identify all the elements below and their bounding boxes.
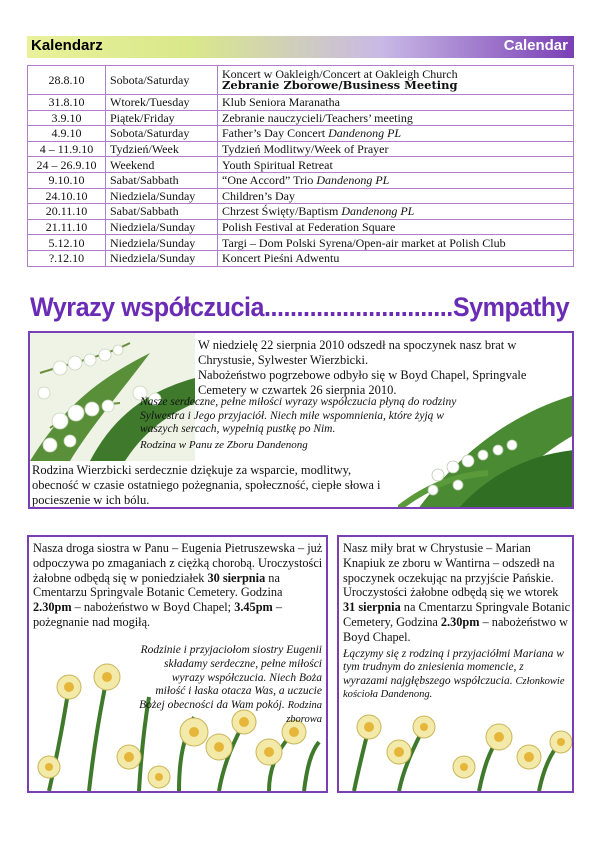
calendar-event: [218, 110, 574, 126]
calendar-event: [218, 204, 574, 220]
sympathy-left-announcement: [33, 541, 323, 630]
calendar-event-title: Father’s Day Concert: [222, 126, 326, 141]
calendar-event: [218, 250, 574, 266]
calendar-day: Niedziela/Sunday: [106, 219, 218, 235]
calendar-row: [28, 141, 574, 157]
sympathy-title: Wyrazy współczucia.............................Sympathy: [30, 292, 570, 322]
calendar-row: [28, 250, 574, 266]
sympathy-main-text-2: Nabożeństwo pogrzebowe odbyło się w Boyd Chapel, Springvale Cemetery w czwartek 26 sierpnia 2010.: [198, 368, 527, 397]
sympathy-main-text-1: W niedzielę 22 sierpnia 2010 odszedł na spoczynek nasz brat w Chrystusie, Sylwester Wierzbicki.: [198, 338, 517, 367]
calendar-event: [218, 141, 574, 157]
calendar-date: 28.8.10: [28, 66, 106, 95]
calendar-day: Wtorek/Tuesday: [106, 95, 218, 111]
calendar-date: 5.12.10: [28, 235, 106, 251]
calendar-date: 9.10.10: [28, 172, 106, 188]
left-time-1: 2.30pm: [33, 600, 72, 615]
calendar-day: Sabat/Sabbath: [106, 172, 218, 188]
calendar-row: [28, 95, 574, 111]
calendar-date: 20.11.10: [28, 204, 106, 220]
calendar-table: [27, 65, 574, 267]
calendar-day: Sobota/Saturday: [106, 126, 218, 142]
calendar-event-location: Dandenong PL: [328, 126, 402, 141]
calendar-day: Niedziela/Sunday: [106, 250, 218, 266]
calendar-date: 21.11.10: [28, 219, 106, 235]
sympathy-main-condolence: Nasze serdeczne, pełne miłości wyrazy współczucia płyną do rodziny Sylwestra i Jego przyjaciół. Niech miłe wspomnienia, które żyją w waszych sercach, wypełnią pustkę po Nim.: [140, 396, 457, 435]
sympathy-main-announcement: [198, 338, 568, 398]
calendar-event-location: Dandenong PL: [341, 204, 415, 219]
calendar-date: ?.12.10: [28, 250, 106, 266]
sympathy-right-condolence: [343, 648, 571, 702]
calendar-row: [28, 172, 574, 188]
calendar-row: [28, 66, 574, 95]
calendar-event-title: Polish Festival at Federation Square: [222, 220, 396, 235]
calendar-day: Niedziela/Sunday: [106, 235, 218, 251]
calendar-event: [218, 66, 574, 95]
left-text-a: Nasza droga siostra w Panu – Eugenia Pietruszewska – już odpoczywa po zmaganiach z ciężką chorobą. Uroczystości żałobne odbędą się w poniedziałek: [33, 541, 323, 585]
calendar-event: [218, 235, 574, 251]
calendar-date: 31.8.10: [28, 95, 106, 111]
right-text-d: – nabożeństwo w Boyd Chapel.: [343, 614, 568, 644]
right-text-c: na Cmentarzu Springvale Botanic Cemetery, Godzina: [343, 600, 571, 629]
calendar-title-english: Calendar: [503, 37, 568, 54]
calendar-event-title: Zebranie nauczycieli/Teachers’ meeting: [222, 110, 413, 125]
calendar-row: [28, 126, 574, 142]
calendar-event: [218, 219, 574, 235]
sympathy-right-announcement: [343, 541, 571, 702]
calendar-row: [28, 204, 574, 220]
calendar-event: [218, 172, 574, 188]
calendar-day: Tydzień/Week: [106, 141, 218, 157]
calendar-event: [218, 126, 574, 142]
sympathy-box-left: [27, 535, 328, 793]
calendar-event-title: Targi – Dom Polski Syrena/Open-air market at Polish Club: [222, 235, 506, 250]
left-text-d: – pożegnanie nad mogiłą.: [33, 600, 283, 629]
calendar-row: [28, 188, 574, 204]
right-text-b: Uroczystości żałobne odbędą się we wtorek: [343, 585, 559, 600]
sympathy-box-main: [28, 331, 574, 509]
left-date: 30 sierpnia: [207, 570, 266, 585]
right-signature: Członkowie kościoła Dandenong.: [343, 675, 565, 701]
left-text-b: na Cmentarzu Springvale Botanic Cemetery. Godzina: [33, 570, 283, 600]
calendar-event-title: Klub Seniora Maranatha: [222, 95, 340, 110]
calendar-event-title-2: Zebranie Zborowe/Business Meeting: [222, 78, 458, 93]
right-condolence-text: Łączymy się z rodziną i przyjaciółmi Mariana w tym trudnym do zniesienia momencie, z wyrazami najgłębszego współczucia.: [343, 647, 564, 687]
sympathy-main-thanks: Rodzina Wierzbicki serdecznie dziękuje za wsparcie, modlitwy, obecność w czasie ostatniego pożegnania, społeczność, ciepłe słowa i pocieszenie w ich bólu.: [32, 463, 381, 507]
calendar-row: [28, 110, 574, 126]
right-date: 31 sierpnia: [343, 600, 401, 615]
calendar-day: Piątek/Friday: [106, 110, 218, 126]
calendar-event-title: Chrzest Święty/Baptism: [222, 204, 339, 219]
calendar-date: 4 – 11.9.10: [28, 141, 106, 157]
calendar-event-location: Dandenong PL: [316, 173, 390, 188]
right-text-a: Nasz miły brat w Chrystusie – Marian Knapiuk ze zboru w Wantirna – odszedł na spoczynek oczekując na przyjście Pańskie.: [343, 541, 555, 585]
calendar-date: 24.10.10: [28, 188, 106, 204]
calendar-event-title: Tydzień Modlitwy/Week of Prayer: [222, 142, 389, 157]
right-time: 2.30pm: [440, 614, 480, 629]
calendar-event-title: Youth Spiritual Retreat: [222, 157, 333, 172]
calendar-header-bar: [27, 36, 574, 58]
daffodils-image-right: [339, 697, 572, 791]
calendar-event-title: Children’s Day: [222, 188, 295, 203]
calendar-date: 24 – 26.9.10: [28, 157, 106, 173]
left-time-2: 3.45pm: [234, 600, 273, 615]
right-service-info: [343, 585, 571, 644]
calendar-event-title: “One Accord” Trio: [222, 173, 314, 188]
sympathy-box-right: [337, 535, 574, 793]
calendar-date: 4.9.10: [28, 126, 106, 142]
calendar-event-title: Koncert w Oakleigh/Concert at Oakleigh Church: [222, 67, 458, 82]
calendar-row: [28, 219, 574, 235]
calendar-day: Sobota/Saturday: [106, 66, 218, 95]
left-condolence-text: Rodzinie i przyjaciołom siostry Eugenii składamy serdeczne, pełne miłości wyrazy współczucia. Niech Boża miłość i łaska otacza Was, a uczucie Bożej obecności da Wam pokój.: [139, 644, 322, 712]
calendar-event: [218, 188, 574, 204]
calendar-row: [28, 157, 574, 173]
left-signature: Rodzina zborowa: [286, 700, 322, 725]
calendar-date: 3.9.10: [28, 110, 106, 126]
calendar-day: Weekend: [106, 157, 218, 173]
calendar-row: [28, 235, 574, 251]
sympathy-main-signature: Rodzina w Panu ze Zboru Dandenong: [140, 439, 308, 451]
calendar-day: Sabat/Sabbath: [106, 204, 218, 220]
calendar-event-title: Koncert Pieśni Adwentu: [222, 251, 340, 266]
calendar-event: [218, 95, 574, 111]
calendar-title-polish: Kalendarz: [31, 37, 103, 54]
left-text-c: – nabożeństwo w Boyd Chapel;: [71, 600, 235, 615]
calendar-event: [218, 157, 574, 173]
calendar-day: Niedziela/Sunday: [106, 188, 218, 204]
sympathy-left-condolence: [139, 644, 322, 727]
